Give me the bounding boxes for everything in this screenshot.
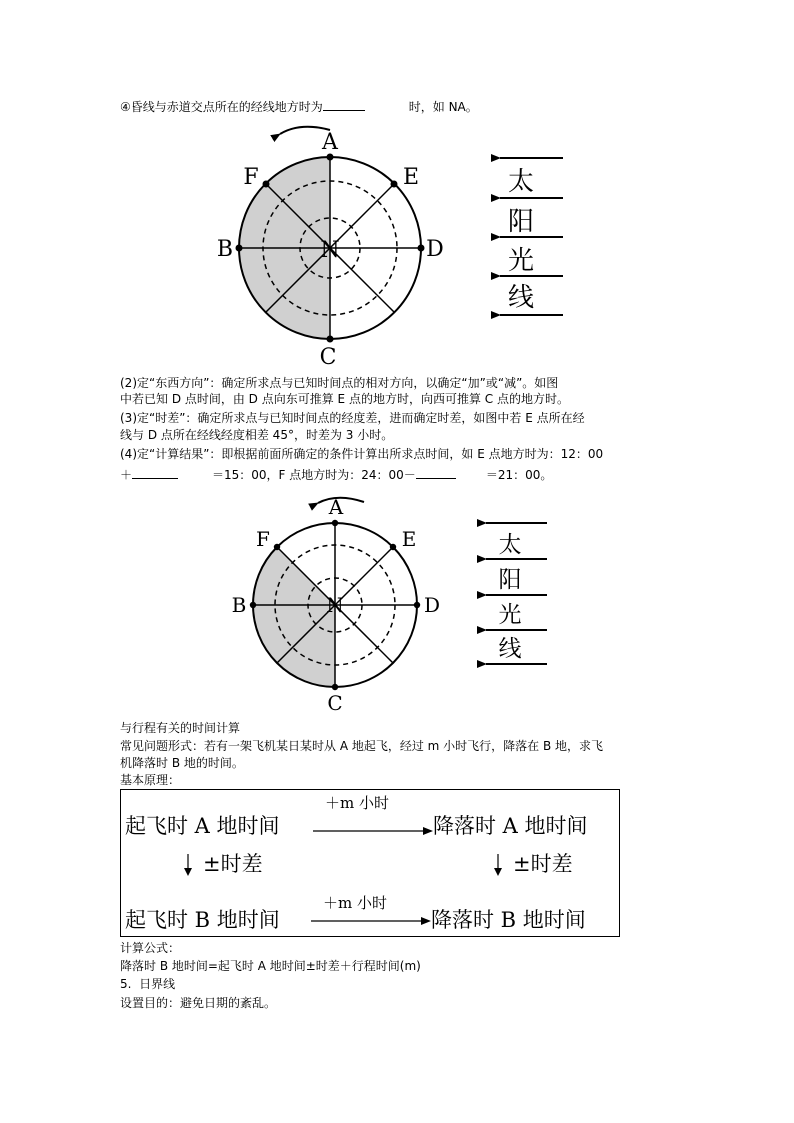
principle-label: 基本原理：: [120, 773, 181, 787]
label-c: C: [319, 345, 337, 370]
label-b: B: [216, 237, 234, 262]
s3-line-1: (3)定“时差”：确定所求点与已知时间点的经度差，进而确定时差，如图中若 E 点所在经: [120, 411, 585, 425]
point-b-2: [250, 602, 256, 608]
box-top-left: 起飞时 A 地时间: [125, 814, 280, 838]
point-f: [263, 181, 270, 188]
box-top-arrow: [313, 826, 433, 836]
s4-blank-1[interactable]: [132, 466, 178, 479]
label-f: F: [243, 165, 259, 190]
label-e-2: E: [401, 527, 417, 551]
box-bottom-arrow-label: ＋m 小时: [323, 894, 387, 912]
box-top-arrow-label: ＋m 小时: [325, 794, 389, 812]
box-mid-right: ±时差: [513, 852, 573, 876]
box-bottom-arrow: [311, 916, 431, 926]
s3-line-2: 线与 D 点所在经线经度相差 45°，时差为 3 小时。: [120, 428, 394, 442]
s4-line-2: [120, 466, 552, 483]
point-e-2: [390, 544, 396, 550]
sunlight-char-2-1: 太: [498, 532, 522, 558]
s4-line-1: (4)定“计算结果”：即根据前面所确定的条件计算出所求点时间，如 E 点地方时为：12：00: [120, 447, 604, 461]
box-down-arrow-right: [493, 854, 503, 876]
sunlight-char-2-2: 阳: [498, 567, 522, 593]
label-n: N: [320, 238, 340, 263]
travel-question-2: 机降落时 B 地的时间。: [120, 756, 244, 770]
label-d-2: D: [423, 593, 441, 617]
travel-question-1: 常见问题形式：若有一架飞机某日某时从 A 地起飞，经过 m 小时飞行，降落在 B 地，求飞: [120, 739, 604, 753]
formula: 降落时 B 地时间=起飞时 A 地时间±时差＋行程时间(m): [120, 959, 421, 973]
sunlight-char-4: 线: [507, 283, 535, 313]
q4-text-before: ④昏线与赤道交点所在的经线地方时为: [120, 100, 323, 114]
point-c-2: [332, 684, 338, 690]
s4-plus: ＋: [120, 468, 133, 482]
label-c-2: C: [327, 691, 343, 715]
label-e: E: [402, 165, 420, 190]
label-b-2: B: [231, 593, 247, 617]
point-e: [391, 181, 398, 188]
q4-text-after: 时，如 NA。: [408, 100, 478, 114]
box-bottom-left: 起飞时 B 地时间: [125, 908, 280, 932]
purpose-line: 设置目的：避免日期的紊乱。: [120, 996, 277, 1010]
label-f-2: F: [256, 527, 270, 551]
point-b: [236, 245, 243, 252]
point-a-2: [332, 520, 338, 526]
s4-mid: ＝15：00，F 点地方时为：24：00－: [212, 468, 416, 482]
s4-end: ＝21：00。: [485, 468, 553, 482]
formula-label: 计算公式：: [120, 941, 181, 955]
label-a-2: A: [328, 495, 344, 519]
polar-diagram-2: [220, 490, 560, 715]
point-d-2: [414, 602, 420, 608]
box-down-arrow-left: [183, 854, 193, 876]
q4-blank[interactable]: [323, 98, 365, 111]
sunlight-char-2: 阳: [507, 207, 535, 237]
point-f-2: [274, 544, 280, 550]
box-bottom-right: 降落时 B 地时间: [431, 908, 586, 932]
label-a: A: [322, 130, 338, 155]
travel-heading: 与行程有关的时间计算: [120, 721, 241, 735]
section-5-title: 5. 日界线: [120, 977, 176, 991]
q4-line: [120, 98, 478, 115]
s2-line-2: 中若已知 D 点时间，由 D 点向东可推算 E 点的地方时，向西可推算 C 点的地方时。: [120, 392, 569, 406]
sunlight-char-1: 太: [507, 167, 535, 197]
label-d: D: [426, 237, 444, 262]
polar-diagram-1: [200, 120, 580, 370]
principle-box: [120, 789, 620, 937]
box-top-right: 降落时 A 地时间: [433, 814, 588, 838]
s2-line-1: (2)定“东西方向”：确定所求点与已知时间点的相对方向，以确定“加”或“减”。如图: [120, 376, 559, 390]
point-d: [418, 245, 425, 252]
point-c: [327, 336, 334, 343]
sunlight-char-3: 光: [507, 246, 535, 276]
label-n-2: N: [326, 593, 344, 617]
sunlight-char-2-3: 光: [498, 602, 522, 628]
box-mid-left: ±时差: [203, 852, 263, 876]
s4-blank-2[interactable]: [416, 466, 456, 479]
sunlight-char-2-4: 线: [498, 636, 522, 662]
